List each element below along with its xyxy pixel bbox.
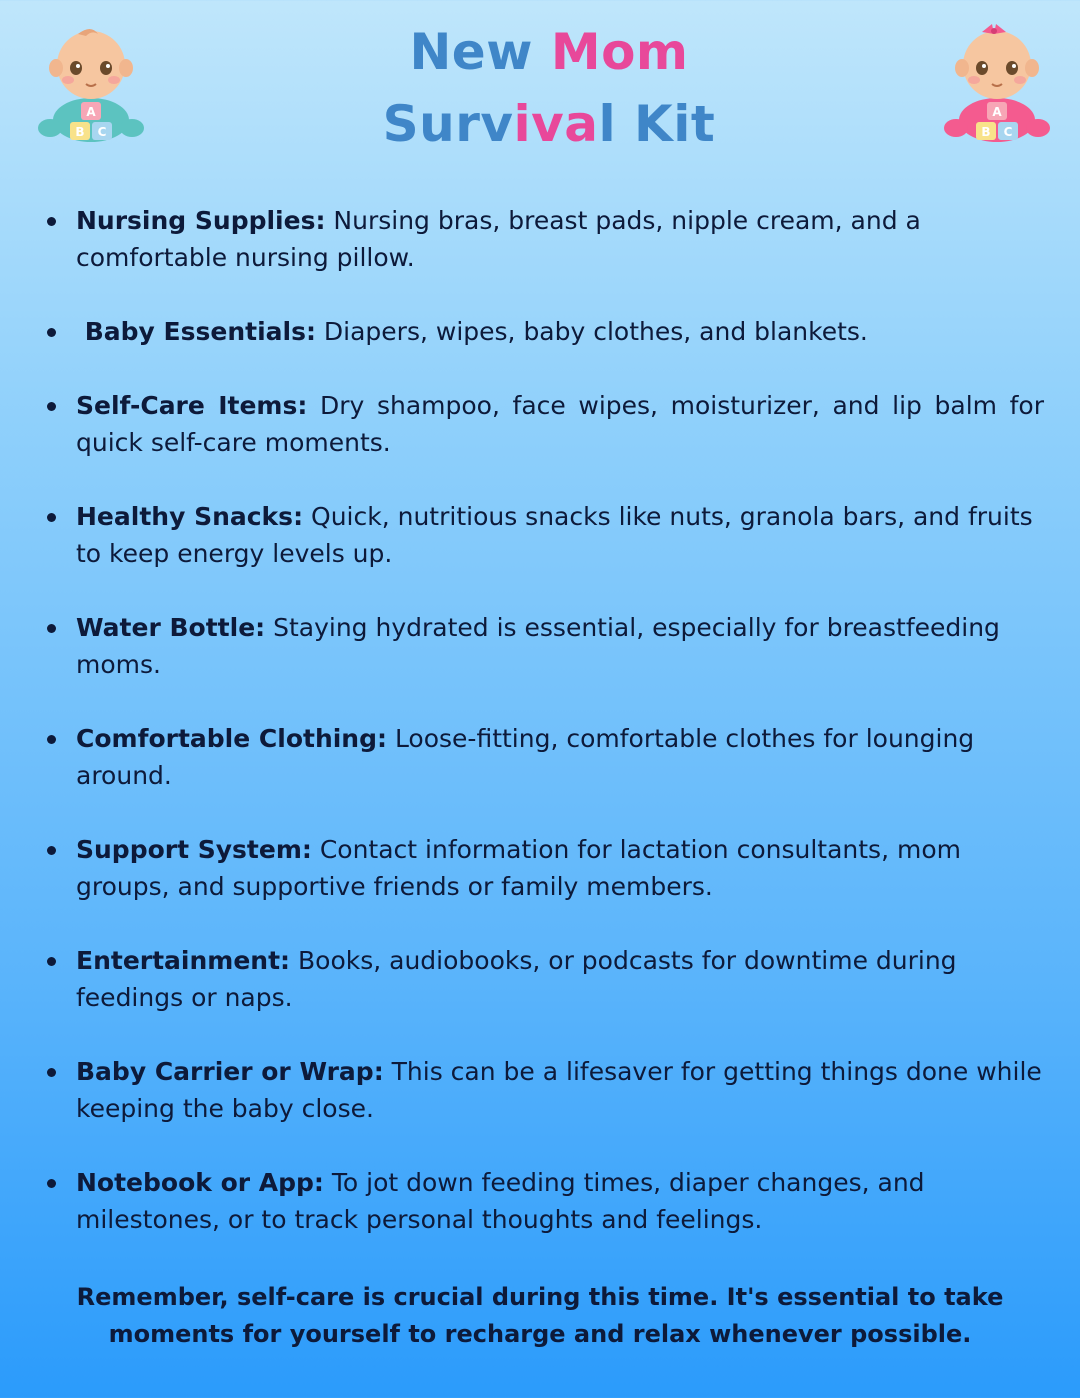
list-item-nursing-supplies xyxy=(0,202,1080,276)
title-word-surv: Surv xyxy=(382,95,514,153)
list-item-comfortable-clothing xyxy=(0,720,1080,794)
item-label: Nursing Supplies: xyxy=(76,206,326,235)
item-text: Dry shampoo, face wipes, moisturizer, and lip balm for quick self-care moments. xyxy=(76,391,1045,457)
list-item-notebook-or-app xyxy=(0,1164,1080,1238)
closing-reminder: Remember, self-care is crucial during this time. It's essential to take moments for yourself to recharge and relax whenever possible. xyxy=(76,1283,1004,1348)
item-label: Self-Care Items: xyxy=(76,391,308,420)
item-text: Contact information for lactation consultants, mom groups, and supportive friends or family members. xyxy=(76,835,961,901)
item-text: Books, audiobooks, or podcasts for downtime during feedings or naps. xyxy=(76,946,957,1012)
title-line-2 xyxy=(0,88,1080,160)
item-label: Entertainment: xyxy=(76,946,291,975)
title-word-new: New xyxy=(409,23,533,81)
item-text: Diapers, wipes, baby clothes, and blankets. xyxy=(315,317,868,346)
bullet-icon xyxy=(47,513,56,522)
list-item-entertainment xyxy=(0,942,1080,1016)
list-item-healthy-snacks xyxy=(0,498,1080,572)
svg-text:B: B xyxy=(75,125,85,139)
item-text: Nursing bras, breast pads, nipple cream, and a comfortable nursing pillow. xyxy=(76,206,921,272)
item-label: Water Bottle: xyxy=(76,613,266,642)
title-line-1 xyxy=(0,16,1080,88)
bullet-icon xyxy=(47,1068,56,1077)
svg-text:A: A xyxy=(86,105,96,119)
item-label: Healthy Snacks: xyxy=(76,502,304,531)
item-text: To jot down feeding times, diaper changes, and milestones, or to track personal thoughts and feelings. xyxy=(76,1168,925,1234)
item-label: Baby Carrier or Wrap: xyxy=(76,1057,384,1086)
item-label: Support System: xyxy=(76,835,312,864)
title-word-mom: Mom xyxy=(550,23,689,81)
page-title xyxy=(0,16,1080,160)
bullet-icon xyxy=(47,1179,56,1188)
bullet-icon xyxy=(47,402,56,411)
item-text: Loose-fitting, comfortable clothes for lounging around. xyxy=(76,724,975,790)
item-label: Baby Essentials: xyxy=(76,317,316,346)
bullet-icon xyxy=(47,624,56,633)
list-item-baby-essentials xyxy=(0,313,1080,350)
baby-girl-with-abc-blocks-icon xyxy=(942,20,1052,150)
title-word-l-kit: l Kit xyxy=(598,95,716,153)
kit-items-list xyxy=(0,202,1080,1275)
list-item-water-bottle xyxy=(0,609,1080,683)
svg-text:C: C xyxy=(1003,125,1013,139)
bullet-icon xyxy=(47,328,56,337)
bullet-icon xyxy=(47,735,56,744)
svg-text:C: C xyxy=(97,125,107,139)
item-text: This can be a lifesaver for getting things done while keeping the baby close. xyxy=(76,1057,1042,1123)
list-item-baby-carrier-or-wrap xyxy=(0,1053,1080,1127)
svg-text:A: A xyxy=(992,105,1002,119)
item-label: Notebook or App: xyxy=(76,1168,324,1197)
bullet-icon xyxy=(47,957,56,966)
list-item-support-system xyxy=(0,831,1080,905)
title-word-iva: iva xyxy=(513,95,599,153)
item-text: Staying hydrated is essential, especially for breastfeeding moms. xyxy=(76,613,1000,679)
bullet-icon xyxy=(47,846,56,855)
item-text: Quick, nutritious snacks like nuts, granola bars, and fruits to keep energy levels up. xyxy=(76,502,1033,568)
svg-text:B: B xyxy=(981,125,991,139)
bullet-icon xyxy=(47,217,56,226)
list-item-self-care-items xyxy=(0,387,1080,461)
item-label: Comfortable Clothing: xyxy=(76,724,387,753)
